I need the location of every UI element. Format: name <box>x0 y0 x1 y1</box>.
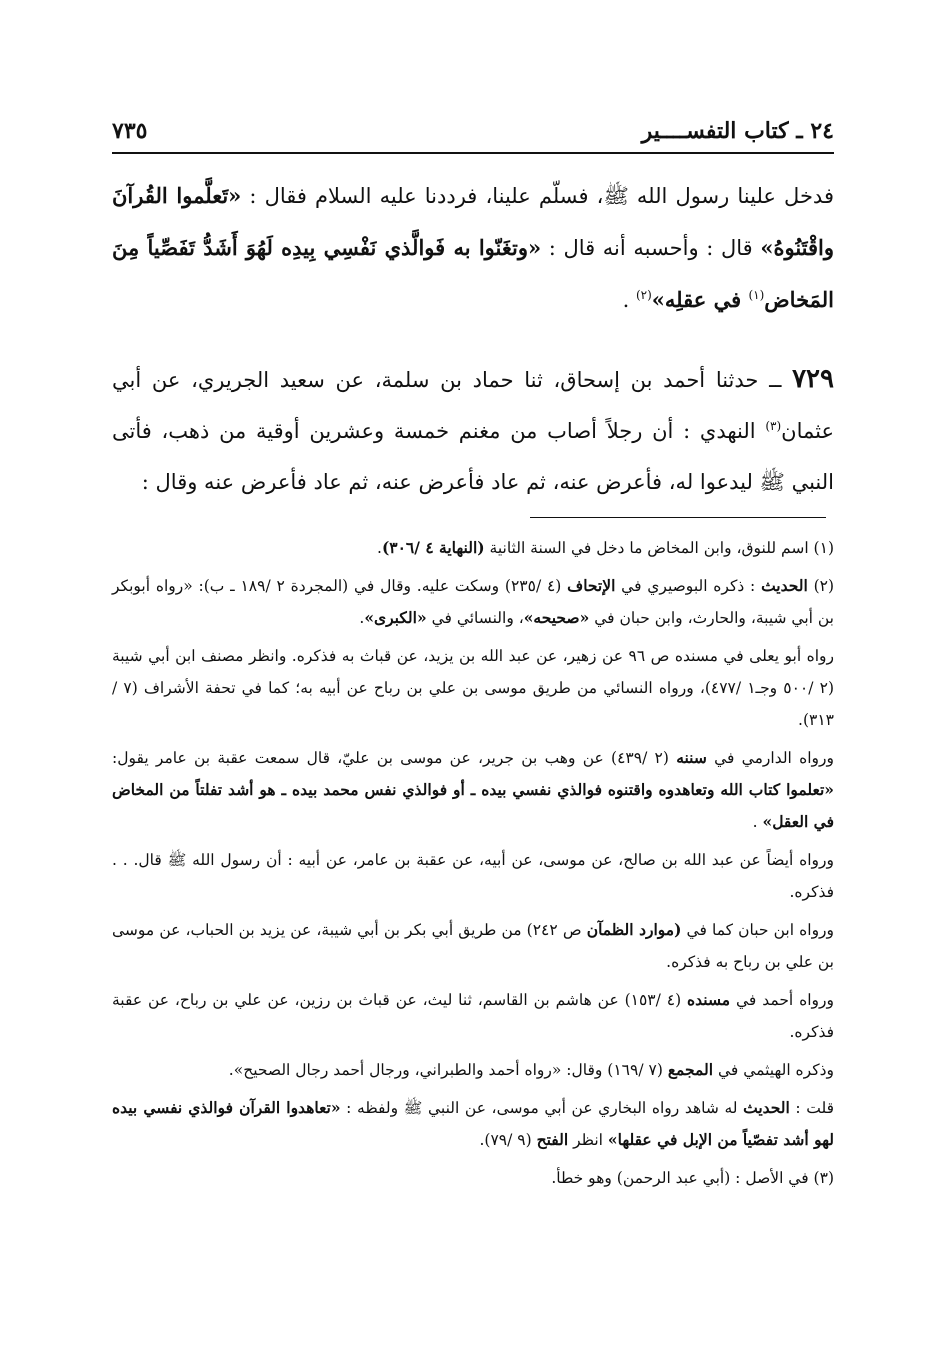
text-segment: النهدي : أن رجلاً أصاب من مغنم خمسة وعشرين أوقية من ذهب، فأتى النبي ﷺ ليدعوا له، فأعرض عنه، ثم عاد فأعرض عنه، ثم عاد فأعرض عنه وقال : <box>112 419 834 494</box>
bold-segment: «تعاهدوا القرآن فوالذي نفسي بيده لهو أشد تفصّياً من الإبل في عقلها» <box>112 1098 834 1149</box>
bold-segment: الحديث <box>743 1098 790 1117</box>
text-segment: (٧ /١٦٩) وقال: «رواه أحمد والطبراني، ورجال أحمد رجال الصحيح». <box>228 1061 668 1079</box>
text-segment: ــ حدثنا أحمد بن إسحاق، ثنا حماد بن سلمة، عن سعيد الجريري، عن أبي عثمان <box>112 368 834 443</box>
text-segment: (٤ /١٥٣) عن هاشم بن القاسم، ثنا ليث، عن قباث بن رزين، عن علي بن رباح، عن عقبة فذكره. <box>112 991 834 1041</box>
text-segment: وذكره الهيثمي في <box>713 1061 834 1079</box>
text-segment: انظر <box>568 1131 608 1149</box>
footnote-1 <box>112 532 834 564</box>
text-segment: (٤ /٢٣٥) وسكت عليه. وقال في (المجردة ٢ /١٨٩ ـ ب): «رواه أبوبكر بن أبي شيبة، والحارث، وابن حبان في <box>112 577 834 627</box>
bold-segment: «الكبرى» <box>364 608 427 627</box>
text-segment: (١) اسم للنوق، وابن المخاض ما دخل في السنة الثانية <box>484 539 834 557</box>
chapter-title: ٢٤ ـ كتاب التفســــير <box>641 118 834 144</box>
footnote-ref: (٢) <box>635 288 652 302</box>
quote-segment: «تَعلَّموا القُرآنَ واقْتَنُوهُ» <box>112 183 835 260</box>
header-divider <box>112 152 834 154</box>
footnote-2-bukhari <box>112 1092 834 1156</box>
bold-segment: الفتح <box>536 1130 569 1149</box>
quote-segment: في عقلِه» <box>651 287 749 312</box>
hadith-paragraph <box>112 354 834 508</box>
footnote-2 <box>112 570 834 634</box>
footnote-2-abdullah-salih: ورواه أيضاً عن عبد الله بن صالح، عن موسى، عن أبيه، عن عقبة بن عامر، عن أبيه : أن رسول الله ﷺ قال. . . فذكره. <box>112 851 834 901</box>
text-segment: فدخل علينا رسول الله ﷺ، فسلّم علينا، فرددنا عليه السلام فقال : <box>241 184 834 208</box>
bold-segment: سننه <box>676 748 707 767</box>
text-segment: ورواه أحمد في <box>730 991 834 1009</box>
footnote-2-haythami <box>112 1054 834 1086</box>
footnote-3: (٣) في الأصل : (أبي عبد الرحمن) وهو خطأ. <box>551 1169 834 1187</box>
bold-segment: المجمع <box>667 1060 714 1079</box>
footnote-2-abu-yala: رواه أبو يعلى في مسنده ص ٩٦ عن زهير، عن عبد الله بن يزيد، عن قباث به فذكره. وانظر مصنف ابن أبي شيبة (٢ /٥٠٠ وجـ١ /٤٧٧)، ورواه النسائي من طريق موسى بن علي بن رباح عن أبيه به؛ كما في تحفة الأشراف (٧ /٣١٣). <box>112 647 835 729</box>
text-segment: ، والنسائي في <box>426 609 524 627</box>
footnote-ref: (٣) <box>765 419 782 433</box>
text-segment: ص ٢٤٢) من طريق أبي بكر بن أبي شيبة، عن يزيد بن الحباب، عن موسى بن علي بن رباح به فذكره. <box>112 921 834 971</box>
text-segment: له شاهد رواه البخاري عن أبي موسى، عن النبي ﷺ ولفظه : <box>340 1099 744 1117</box>
text-segment: ورواه الدارمي في <box>706 749 835 767</box>
text-segment: ورواه ابن حبان كما في <box>681 921 835 939</box>
hadith-number: ٧٢٩ <box>792 364 834 394</box>
footnotes <box>112 532 834 1200</box>
footnote-2-ahmad <box>112 984 834 1048</box>
bold-segment: مسنده <box>687 990 731 1009</box>
text-segment: (٢ /٤٣٩) عن وهب بن جرير، عن موسى بن عليّ، قال سمعت عقبة بن عامر يقول: <box>112 749 677 767</box>
text-segment: . <box>622 288 636 312</box>
text-segment: (٩ /٧٩). <box>479 1131 537 1149</box>
footnotes-divider <box>530 517 826 518</box>
text-segment: : ذكره البوصيري في <box>615 577 762 595</box>
text-segment: قال : وأحسبه أنه قال : <box>541 236 761 260</box>
text-segment: قلت : <box>789 1099 834 1117</box>
text-segment: . <box>377 539 382 557</box>
text-segment: . <box>752 813 763 831</box>
footnote-ref: (١) <box>748 288 765 302</box>
page-number: ٧٣٥ <box>112 118 148 144</box>
bold-segment: (موارد الظمآن <box>586 920 682 939</box>
bold-segment: «تعلموا كتاب الله وتعاهدوه واقتنوه فوالذي نفسي بيده ـ أو فوالذي نفس محمد بيده ـ هو أشد تفلتاً من المخاض في العقل» <box>112 780 834 831</box>
footnote-2-darimi <box>112 742 834 838</box>
bold-segment: الحديث <box>761 576 808 595</box>
main-text <box>112 170 834 508</box>
text-segment: (٢) <box>807 577 835 595</box>
bold-segment: «صحيحه» <box>523 608 590 627</box>
bold-segment: الإتحاف <box>567 576 616 595</box>
footnote-2-ibn-hibban <box>112 914 834 978</box>
paragraph-1 <box>112 170 834 326</box>
bold-segment: (النهاية ٤ /٣٠٦) <box>381 538 485 557</box>
text-segment: . <box>359 609 365 627</box>
page-header <box>112 104 834 144</box>
quote-segment: «وتغَنّوا به فَوالَّذي نَفْسِي بِيدِه لَهُوَ أَشَدُّ تَفَصِّياً مِنَ المَخاض <box>112 235 834 312</box>
